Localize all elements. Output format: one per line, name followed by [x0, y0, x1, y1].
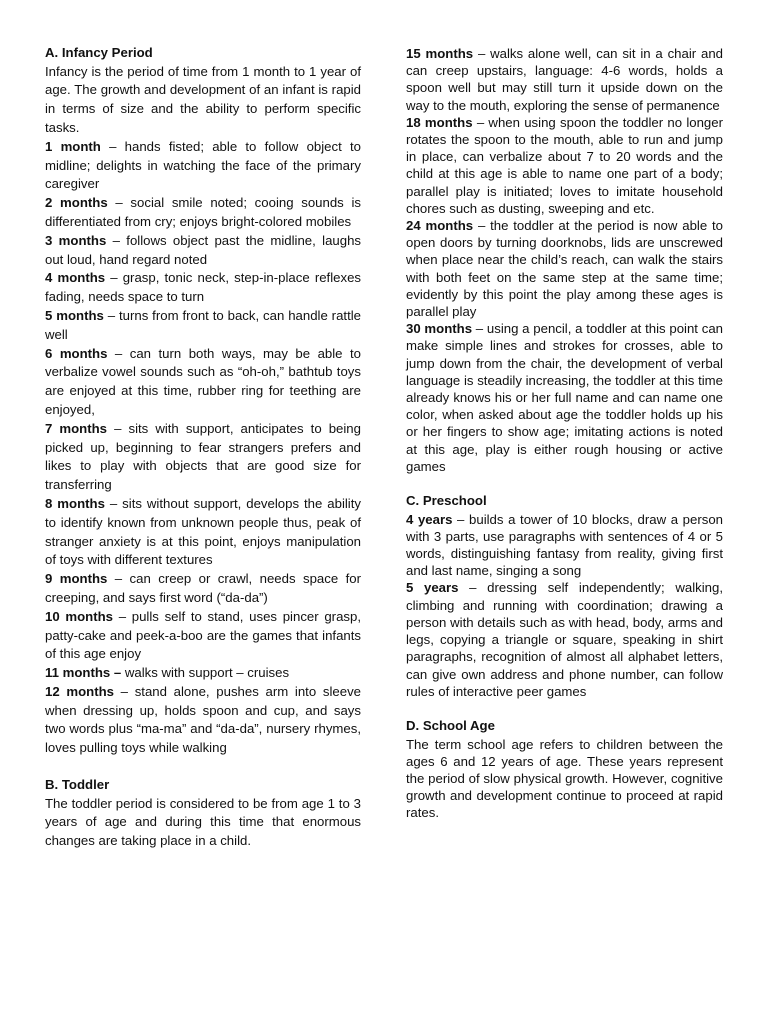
infancy-milestone	[45, 495, 361, 570]
section-heading-preschool: C. Preschool	[406, 493, 487, 509]
milestone-term: 18 months	[406, 114, 473, 130]
milestone-term: 6 months	[45, 345, 108, 361]
milestone-term: 8 months	[45, 495, 105, 511]
infancy-milestone-list	[45, 138, 361, 758]
infancy-milestone	[45, 608, 361, 664]
section-heading-school-age: D. School Age	[406, 717, 495, 733]
infancy-milestone	[45, 664, 361, 683]
toddler-intro: The toddler period is considered to be from age 1 to 3 years of age and during this time that enormous changes are taking place in a child.	[45, 795, 361, 849]
milestone-description: – dressing self independently; walking, climbing and running with coordination; drawing a person with details such as with head, body, arms and legs, copying a triangle or square, speaking in shirt paragraphs, recognition of almost all alphabet letters, can give own address and phone number, can follow rules of interactive peer games	[406, 580, 723, 699]
milestone-term: 7 months	[45, 420, 108, 436]
milestone-term: 3 months	[45, 232, 107, 248]
milestone-term: 4 years	[406, 511, 453, 527]
milestone-term: 30 months	[406, 321, 473, 337]
milestone-description: – builds a tower of 10 blocks, draw a person with 3 parts, use paragraphs with sentences of 4 or 5 words, distinguishing fantasy from reality, giving first and last name, singing a song	[406, 511, 724, 579]
milestone-description: – the toddler at the period is now able to open doors by turning doorknobs, lids are unscrewed when place near the child’s reach, can walk the stairs with both feet on the same step at the same time; evidently by this point the play among these ages is parallel play	[406, 218, 724, 320]
infancy-milestone	[45, 232, 361, 270]
toddler-milestone	[406, 45, 723, 114]
milestone-description: – pulls self to stand, uses pincer grasp, patty-cake and peek-a-boo are the games that infants of this age enjoy	[45, 608, 361, 662]
toddler-milestone	[406, 320, 723, 475]
preschool-milestone	[406, 511, 723, 580]
milestone-description: – using a pencil, a toddler at this point can make simple lines and strokes for crosses, able to jump down from the chair, the development of verbal language is steadily increasing, the toddler at this time already knows his or her full name and can name one color, when asked about age the toddler holds up his or her fingers to show age; imitating actions is noted at this age, play is either rough housing or active games	[406, 321, 723, 474]
section-heading-infancy: A. Infancy Period	[45, 45, 153, 60]
milestone-description: – stand alone, pushes arm into sleeve when dressing up, holds spoon and cup, and says two words plus “ma-ma” and “da-da”, nursery rhymes, loves pulling toys while walking	[45, 683, 361, 756]
milestone-description: – grasp, tonic neck, step-in-place reflexes fading, needs space to turn	[45, 270, 361, 305]
milestone-term: 5 years	[406, 580, 459, 596]
toddler-milestone	[406, 217, 723, 320]
milestone-description: – walks alone well, can sit in a chair and can creep upstairs, language: 4-6 words, holds a spoon well but may still turn it upside down on the way to the mouth, exploring the sense of permanence	[406, 46, 724, 113]
infancy-intro: Infancy is the period of time from 1 month to 1 year of age. The growth and development of an infant is rapid in terms of size and the ability to perform specific tasks.	[45, 63, 361, 135]
infancy-milestone	[45, 138, 361, 194]
left-column	[45, 44, 361, 851]
toddler-milestone-list	[406, 45, 723, 475]
milestone-description: – sits with support, anticipates to being picked up, beginning to fear strangers prefers and likes to play with objects that are good size for transferring	[45, 420, 361, 493]
infancy-milestone	[45, 420, 361, 495]
milestone-term: 10 months	[45, 608, 113, 624]
infancy-milestone	[45, 683, 361, 758]
infancy-milestone	[45, 345, 361, 420]
milestone-description: – social smile noted; cooing sounds is differentiated from cry; enjoys bright-colored mobiles	[45, 195, 362, 229]
milestone-term: 24 months	[406, 218, 474, 234]
preschool-milestone-list	[406, 511, 723, 700]
school-age-intro: The term school age refers to children between the ages 6 and 12 years of age. These years represent the period of slow physical growth. However, cognitive growth and development continue to proceed at rapid rates.	[406, 736, 723, 821]
milestone-term: 9 months	[45, 571, 108, 587]
milestone-description: – can turn both ways, may be able to verbalize vowel sounds such as “oh-oh,” bathtub toys are enjoyed at this time, rubber ring for teething are enjoyed,	[45, 345, 361, 417]
infancy-milestone	[45, 269, 361, 307]
toddler-milestone	[406, 114, 723, 217]
infancy-milestone	[45, 570, 361, 608]
milestone-description: – sits without support, develops the ability to identify known from unknown people thus, peak of stranger anxiety is at this point, enjoys manipulation of toys with different textures	[45, 495, 361, 568]
milestone-description: – when using spoon the toddler no longer rotates the spoon to the mouth, able to run and jump in place, can verbalize about 7 to 20 words and the child at this age is able to name one part of a body; parallel play is initiated; loves to imitate household chores such as dusting, sweeping and etc.	[406, 114, 723, 216]
infancy-milestone	[45, 194, 361, 232]
infancy-milestone	[45, 307, 361, 345]
preschool-milestone	[406, 579, 723, 699]
milestone-description: – hands fisted; able to follow object to midline; delights in watching the face of the primary caregiver	[45, 138, 361, 192]
milestone-description: – follows object past the midline, laughs out loud, hand regard noted	[45, 232, 362, 267]
milestone-term: 5 months	[45, 307, 104, 323]
milestone-term: 4 months	[45, 270, 106, 286]
section-heading-toddler: B. Toddler	[45, 777, 110, 793]
milestone-description: – turns from front to back, can handle rattle well	[45, 307, 362, 342]
milestone-term: 2 months	[45, 195, 108, 211]
milestone-description: walks with support – cruises	[121, 665, 290, 681]
right-column	[406, 45, 723, 822]
milestone-description: – can creep or crawl, needs space for creeping, and says first word (“da-da”)	[45, 571, 361, 605]
milestone-term: 12 months	[45, 683, 114, 699]
milestone-term: 15 months	[406, 46, 474, 61]
milestone-term: 11 months –	[45, 665, 122, 681]
milestone-term: 1 month	[45, 138, 101, 154]
